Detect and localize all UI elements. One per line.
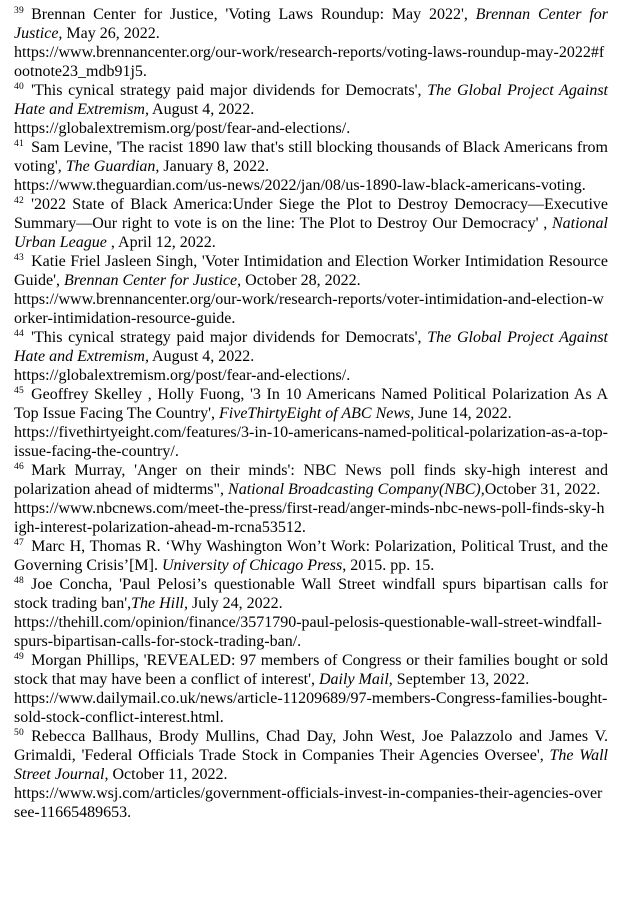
footnote-citation [14, 385, 608, 423]
footnote-citation [14, 575, 608, 613]
citation-text-run: June 14, 2022. [414, 405, 512, 422]
footnote-url: https://www.brennancenter.org/our-work/research-reports/voter-intimidation-and-election-worker-intimidation-resource-guide. [14, 291, 604, 327]
footnote-citation-text [14, 196, 608, 251]
citation-source-name: University of Chicago Press [161, 557, 343, 574]
citation-text-run: Joe Concha, 'Paul Pelosi’s questionable Wall Street windfall spurs bipartisan calls for stock trading ban', [14, 576, 608, 612]
footnote-number: 46 [14, 461, 25, 472]
footnote-citation [14, 727, 608, 784]
citation-text-run: July 24, 2022. [187, 595, 283, 612]
footnote-number: 43 [14, 252, 25, 263]
footnote-list [14, 5, 608, 822]
citation-text-run: May 26, 2022. [62, 25, 160, 42]
footnote-number: 48 [14, 575, 25, 586]
footnote-number: 45 [14, 385, 25, 396]
footnote-url: https://thehill.com/opinion/finance/3571790-paul-pelosis-questionable-wall-street-windfall-spurs-bipartisan-calls-for-stock-trading-ban/. [14, 614, 602, 650]
citation-text-run: Morgan Phillips, 'REVEALED: 97 members of Congress or their families bought or sold stock that may have been a conflict of interest', [14, 652, 608, 688]
footnote-number: 41 [14, 138, 25, 149]
citation-text-run: January 8, 2022. [159, 158, 270, 175]
citation-text-run: , 2015. pp. 15. [342, 557, 435, 574]
footnote-number: 44 [14, 328, 25, 339]
footnote-citation [14, 252, 608, 290]
footnote-item [14, 385, 608, 461]
citation-text-run: August 4, 2022. [148, 101, 255, 118]
footnote-citation-text [14, 576, 608, 612]
citation-text-run: Mark Murray, 'Anger on their minds': NBC News poll finds sky-high interest and polarization ahead of midterms", [14, 462, 608, 498]
footnote-citation [14, 651, 608, 689]
footnote-item [14, 195, 608, 252]
footnote-citation-text [14, 82, 608, 118]
citation-source-name: The Global Project Against Hate and Extremism, [14, 329, 608, 365]
citation-text-run: Geoffrey Skelley , Holly Fuong, '3 In 10 Americans Named Political Polarization As A Top Issue Facing The Country', [14, 386, 608, 422]
footnote-item [14, 461, 608, 537]
footnote-item [14, 252, 608, 328]
footnote-citation-text [14, 329, 608, 365]
citation-text-run: Rebecca Ballhaus, Brody Mullins, Chad Day, John West, Joe Palazzolo and James V. Grimaldi, 'Federal Officials Trade Stock in Companies Their Agencies Oversee', [14, 728, 608, 764]
citation-text-run: August 4, 2022. [148, 348, 255, 365]
footnote-citation [14, 138, 608, 176]
footnote-citation [14, 5, 608, 43]
footnote-url: https://www.theguardian.com/us-news/2022/jan/08/us-1890-law-black-americans-voting. [14, 177, 586, 194]
citation-source-name: National Broadcasting Company(NBC), [228, 481, 485, 498]
footnote-citation [14, 461, 608, 499]
footnote-number: 49 [14, 651, 25, 662]
citation-text-run: '2022 State of Black America:Under Siege the Plot to Destroy Democracy—Executive Summary—Our right to vote is on the line: The Plot to Destroy Our Democracy' , [14, 196, 608, 232]
citation-text-run: Sam Levine, 'The racist 1890 law that's still blocking thousands of Black Americans from voting', [14, 139, 608, 175]
citation-source-name: The Global Project Against Hate and Extremism, [14, 82, 608, 118]
footnote-citation-text [14, 139, 608, 175]
footnote-url: https://www.dailymail.co.uk/news/article-11209689/97-members-Congress-families-bought-sold-stock-conflict-interest.html. [14, 690, 608, 726]
footnote-url: https://fivethirtyeight.com/features/3-in-10-americans-named-political-polarization-as-a-top-issue-facing-the-country/. [14, 424, 608, 460]
footnote-item [14, 328, 608, 385]
footnote-number: 50 [14, 727, 25, 738]
citation-text-run: October 31, 2022. [484, 481, 601, 498]
footnote-citation-text [14, 253, 608, 289]
footnote-citation-text [14, 386, 608, 422]
citation-source-name: Brennan Center for Justice, [14, 6, 608, 42]
footnote-citation [14, 328, 608, 366]
footnote-citation-text [14, 6, 608, 42]
citation-source-name: Brennan Center for Justice, [63, 272, 242, 289]
footnote-item [14, 651, 608, 727]
footnote-citation-text [14, 538, 608, 574]
citation-source-name: The Wall Street Journal, [14, 747, 609, 783]
footnote-citation [14, 81, 608, 119]
citation-text-run: , September 13, 2022. [388, 671, 530, 688]
footnote-item [14, 575, 608, 651]
footnote-item [14, 138, 608, 195]
footnote-item [14, 5, 608, 81]
footnote-url: https://www.nbcnews.com/meet-the-press/first-read/anger-minds-nbc-news-poll-finds-sky-high-interest-polarization-ahead-m-rcna53512. [14, 500, 605, 536]
footnote-citation [14, 195, 608, 252]
citation-source-name: The Hill, [131, 595, 188, 612]
footnote-url: https://www.wsj.com/articles/government-officials-invest-in-companies-their-agencies-oversee-11665489653. [14, 785, 603, 821]
citation-text-run: October 28, 2022. [241, 272, 361, 289]
footnote-item [14, 81, 608, 138]
footnote-citation-text [14, 728, 608, 783]
footnote-url: https://globalextremism.org/post/fear-and-elections/. [14, 120, 351, 137]
citation-text-run: 'This cynical strategy paid major dividends for Democrats', [31, 329, 428, 346]
citation-source-name: The Guardian, [65, 158, 160, 175]
citation-text-run: 'This cynical strategy paid major dividends for Democrats', [31, 82, 428, 99]
footnote-number: 40 [14, 81, 25, 92]
citation-text-run: Marc H, Thomas R. ‘Why Washington Won’t Work: Polarization, Political Trust, and the Governing Crisis’[M]. [14, 538, 608, 574]
citation-source-name: National Urban League [14, 215, 608, 251]
footnote-number: 47 [14, 537, 25, 548]
citation-text-run: , April 12, 2022. [106, 234, 216, 251]
citation-source-name: Daily Mail [319, 671, 389, 688]
footnote-number: 42 [14, 195, 25, 206]
citation-source-name: FiveThirtyEight of ABC News, [219, 405, 415, 422]
footnote-item [14, 727, 608, 822]
footnote-citation [14, 537, 608, 575]
citation-text-run: Brennan Center for Justice, 'Voting Laws Roundup: May 2022', [31, 6, 476, 23]
citation-text-run: October 11, 2022. [108, 766, 228, 783]
footnote-item [14, 537, 608, 575]
footnote-citation-text [14, 652, 608, 688]
footnote-citation-text [14, 462, 608, 498]
footnote-url: https://www.brennancenter.org/our-work/research-reports/voting-laws-roundup-may-2022#footnote23_mdb91j5. [14, 44, 605, 80]
footnote-url: https://globalextremism.org/post/fear-and-elections/. [14, 367, 351, 384]
footnote-number: 39 [14, 5, 25, 16]
citation-text-run: Katie Friel Jasleen Singh, 'Voter Intimidation and Election Worker Intimidation Resource Guide', [14, 253, 608, 289]
